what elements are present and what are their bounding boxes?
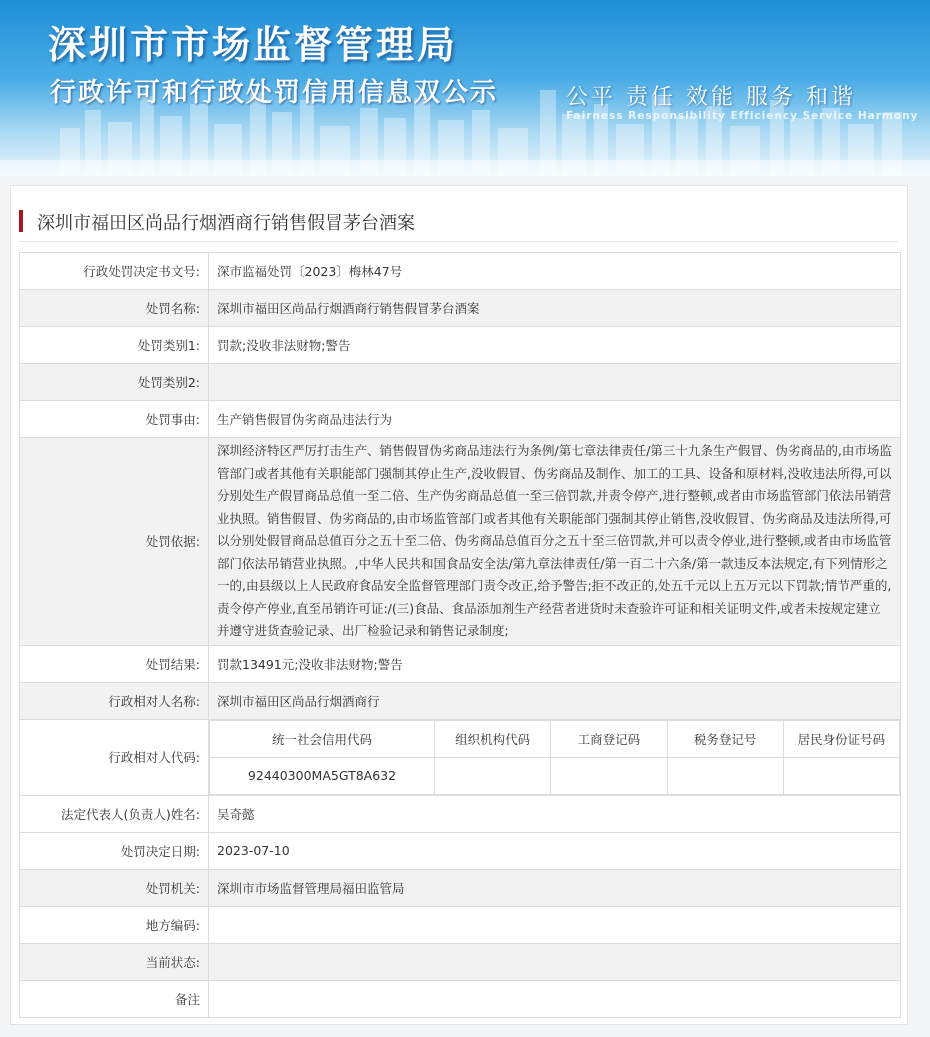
code-header-row [210,720,900,757]
site-subtitle: 行政许可和行政处罚信用信息双公示 [50,78,499,108]
table-row [20,943,901,980]
code-value-row [210,757,900,794]
credit-code-value: 92440300MA5GT8A632 [210,757,435,794]
decision-date-value: 2023-07-10 [209,832,901,869]
table-row [20,253,901,290]
legal-rep-value: 吴奇懿 [209,795,901,832]
category2-label: 处罚类别2: [20,364,209,401]
table-row [20,832,901,869]
case-info-table [19,252,901,1018]
code-header: 组织机构代码 [435,720,551,757]
slogan-english: Fairness Responsibility Efficiency Service Harmony [566,110,919,122]
table-row [20,438,901,646]
basis-label: 处罚依据: [20,438,209,646]
decision-no-label: 行政处罚决定书文号: [20,253,209,290]
case-name-value: 深圳市福田区尚品行烟酒商行销售假冒茅台酒案 [209,290,901,327]
region-code-value [209,906,901,943]
region-code-label: 地方编码: [20,906,209,943]
business-reg-value [551,757,667,794]
party-code-table [209,720,900,795]
org-code-value [435,757,551,794]
code-header: 工商登记码 [551,720,667,757]
table-row [20,980,901,1017]
table-row [20,290,901,327]
status-label: 当前状态: [20,943,209,980]
remark-label: 备注 [20,980,209,1017]
decision-no-value: 深市监福处罚〔2023〕梅林47号 [209,253,901,290]
party-code-label: 行政相对人代码: [20,719,209,795]
category1-label: 处罚类别1: [20,327,209,364]
table-row [20,327,901,364]
case-name-label: 处罚名称: [20,290,209,327]
reason-value: 生产销售假冒伪劣商品违法行为 [209,401,901,438]
case-title: 深圳市福田区尚品行烟酒商行销售假冒茅台酒案 [37,213,415,234]
title-accent-bar [19,210,23,232]
party-name-value: 深圳市福田区尚品行烟酒商行 [209,682,901,719]
result-value: 罚款13491元;没收非法财物;警告 [209,645,901,682]
case-title-bar [19,204,899,242]
authority-label: 处罚机关: [20,869,209,906]
table-row [20,906,901,943]
authority-value: 深圳市市场监督管理局福田监管局 [209,869,901,906]
decision-date-label: 处罚决定日期: [20,832,209,869]
id-card-value [783,757,899,794]
table-row [20,645,901,682]
reason-label: 处罚事由: [20,401,209,438]
party-code-cell [209,719,901,795]
table-row [20,719,901,795]
slogan: 公平 责任 效能 服务 和谐 [566,85,856,110]
basis-value: 深圳经济特区严厉打击生产、销售假冒伪劣商品违法行为条例/第七章法律责任/第三十九条生产假冒、伪劣商品的,由市场监管部门或者其他有关职能部门强制其停止生产,没收假冒、伪劣商品及制作、加工的工具、设备和原材料,没收违法所得,可以分别处生产假冒商品总值一至二倍、生产伪劣商品总值一至三倍罚款,并责令停产,进行整顿,或者由市场监管部门依法吊销营业执照。销售假冒、伪劣商品的,由市场监管部门或者其他有关职能部门强制其停止销售,没收假冒、伪劣商品及违法所得,可以分别处假冒商品总值百分之五十至二倍、伪劣商品总值百分之五十至三倍罚款,并可以责令停业,进行整顿,或者由市场监管部门依法吊销营业执照。,中华人民共和国食品安全法/第九章法律责任/第一百二十六条/第一款违反本法规定,有下列情形之一的,由县级以上人民政府食品安全监督管理部门责令改正,给予警告;拒不改正的,处五千元以上五万元以下罚款;情节严重的,责令停产停业,直至吊销许可证:/(三)食品、食品添加剂生产经营者进货时未查验许可证和相关证明文件,或者未按规定建立并遵守进货查验记录、出厂检验记录和销售记录制度; [209,438,901,646]
remark-value [209,980,901,1017]
code-header: 税务登记号 [667,720,783,757]
table-row [20,795,901,832]
site-title: 深圳市市场监督管理局 [48,23,459,67]
code-header: 统一社会信用代码 [210,720,435,757]
content-panel [10,185,908,1025]
category2-value [209,364,901,401]
table-row [20,682,901,719]
table-row [20,401,901,438]
result-label: 处罚结果: [20,645,209,682]
table-row [20,869,901,906]
code-header: 居民身份证号码 [783,720,899,757]
category1-value: 罚款;没收非法财物;警告 [209,327,901,364]
tax-reg-value [667,757,783,794]
status-value [209,943,901,980]
legal-rep-label: 法定代表人(负责人)姓名: [20,795,209,832]
header-banner [0,0,930,176]
table-row [20,364,901,401]
party-name-label: 行政相对人名称: [20,682,209,719]
